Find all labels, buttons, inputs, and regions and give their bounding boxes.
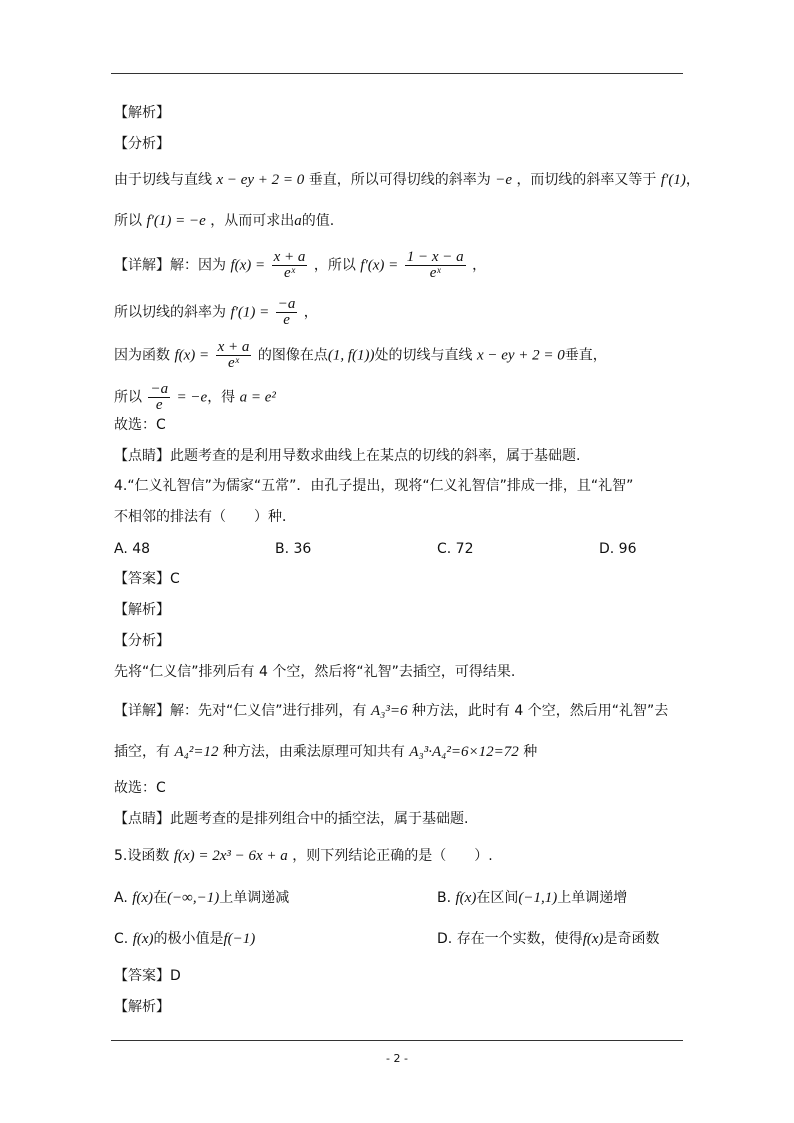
q4-comment: 【点睛】此题考查的是排列组合中的插空法，属于基础题. — [114, 811, 469, 827]
q4-detail-line2: 插空，有 A₄²=12 种方法，由乘法原理可知共有 A₃³·A₄²=6×12=72 种 — [114, 744, 538, 760]
q4-answer: 【答案】C — [114, 571, 180, 587]
q4-option-a: A. 48 — [114, 541, 151, 557]
fraction: $\frac{-a}{e}$ — [150, 381, 169, 413]
q3-choice: 故选：C — [114, 417, 166, 433]
q4-option-d: D. 96 — [599, 541, 637, 557]
footer-rule — [111, 1040, 683, 1041]
reasoning-heading: 【分析】 — [114, 136, 170, 152]
fraction: $\frac{x + a}{\text{eˣ}}$ — [217, 339, 250, 371]
q5-option-c: C. f(x)的极小值是f(−1) — [114, 931, 256, 947]
q4-stem-line2: 不相邻的排法有（ ）种． — [114, 509, 296, 525]
q3-slope-line: 所以切线的斜率为 f′(1) = $\frac{-a}{e}$ ， — [114, 296, 318, 328]
q5-stem: 5.设函数 f(x) = 2x³ − 6x + a ，则下列结论正确的是（ ）. — [114, 848, 493, 864]
q4-detail-line1: 【详解】解：先对“仁义信”进行排列，有 A₃³=6 种方法，此时有 4 个空，然后用“礼智”去 — [114, 703, 669, 719]
q4-option-c: C. 72 — [437, 541, 474, 557]
q3-reasoning-line1: 由于切线与直线 x − ey + 2 = 0 垂直，所以可得切线的斜率为 −e ，而切线的斜率又等于 f′(1)， — [114, 172, 700, 188]
fraction: $\frac{x + a}{\text{eˣ}}$ — [273, 249, 306, 281]
q3-so-line: 所以 $\frac{-a}{e}$ = −e，得 a = e² — [114, 381, 276, 413]
q5-option-b: B. f(x)在区间(−1,1)上单调递增 — [437, 890, 628, 906]
q3-detail-line1: 【详解】解：因为 f(x) = $\frac{x + a}{\text{eˣ}}$ ，所以 f′(x) = $\frac{1 - x - a}{\text{eˣ}}$ ， — [114, 249, 487, 281]
q4-reasoning: 先将“仁义信”排列后有 4 个空，然后将“礼智”去插空，可得结果. — [114, 664, 516, 680]
q5-option-a: A. f(x)在(−∞,−1)上单调递减 — [114, 890, 290, 906]
analysis-heading: 【解析】 — [114, 602, 170, 618]
q3-reasoning-line2: 所以 f′(1) = −e ，从而可求出a的值. — [114, 213, 335, 229]
q5-answer: 【答案】D — [114, 968, 181, 984]
page-number: - 2 - — [386, 1052, 408, 1065]
q5-option-d: D. 存在一个实数，使得f(x)是奇函数 — [437, 931, 660, 947]
fraction: $\frac{-a}{e}$ — [277, 296, 296, 328]
analysis-heading: 【解析】 — [114, 999, 170, 1015]
fraction: $\frac{1 - x - a}{\text{eˣ}}$ — [406, 249, 464, 281]
q3-because-line: 因为函数 f(x) = $\frac{x + a}{\text{eˣ}}$ 的图像在点(1, f(1))处的切线与直线 x − ey + 2 = 0垂直， — [114, 339, 607, 371]
analysis-heading: 【解析】 — [114, 105, 170, 121]
reasoning-heading: 【分析】 — [114, 633, 170, 649]
q3-comment: 【点睛】此题考查的是利用导数求曲线上在某点的切线的斜率，属于基础题. — [114, 448, 581, 464]
q4-stem-line1: 4.“仁义礼智信”为儒家“五常”．由孔子提出，现将“仁义礼智信”排成一排，且“礼智” — [114, 478, 634, 494]
q4-choice: 故选：C — [114, 780, 166, 796]
header-rule — [111, 73, 683, 74]
q4-option-b: B. 36 — [275, 541, 312, 557]
